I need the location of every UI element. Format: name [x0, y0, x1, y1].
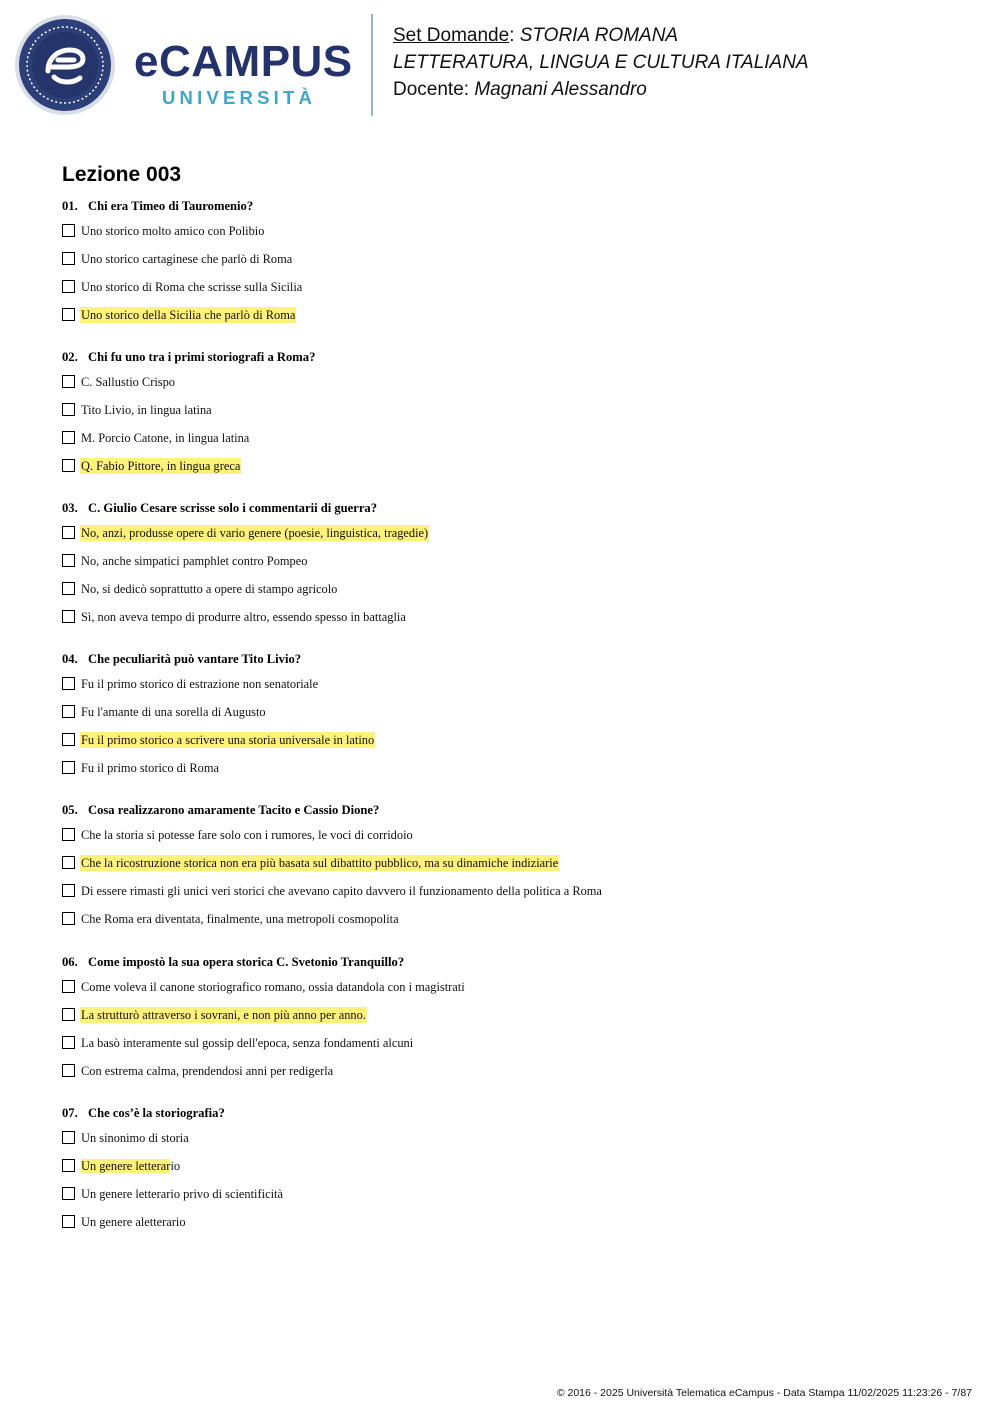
answer-label: Di essere rimasti gli unici veri storici che avevano capito davvero il funzionamento della politica a Roma: [81, 884, 602, 898]
question-number: 03.: [62, 501, 78, 515]
checkbox[interactable]: [62, 1036, 75, 1049]
checkbox[interactable]: [62, 1215, 75, 1228]
lesson-title: Lezione 003: [62, 163, 182, 186]
checkbox[interactable]: [62, 224, 75, 237]
teacher-line: Docente: Magnani Alessandro: [393, 79, 647, 100]
checkbox[interactable]: [62, 308, 75, 321]
checkbox[interactable]: [62, 1131, 75, 1144]
answer-label: Sì, non aveva tempo di produrre altro, essendo spesso in battaglia: [81, 610, 406, 624]
question-text: Chi fu uno tra i primi storiografi a Roma?: [88, 350, 316, 364]
question-title: [62, 1105, 225, 1121]
checkbox[interactable]: [62, 912, 75, 925]
checkbox[interactable]: [62, 431, 75, 444]
checkbox[interactable]: [62, 252, 75, 265]
checkbox[interactable]: [62, 856, 75, 869]
checkbox[interactable]: [62, 761, 75, 774]
answer-label: Fu l'amante di una sorella di Augusto: [81, 705, 266, 719]
checkbox[interactable]: [62, 459, 75, 472]
checkbox[interactable]: [62, 705, 75, 718]
question-number: 01.: [62, 199, 78, 213]
question-title: [62, 349, 315, 365]
checkbox[interactable]: [62, 610, 75, 623]
checkbox[interactable]: [62, 1064, 75, 1077]
question-number: 02.: [62, 350, 78, 364]
answer-label: Che Roma era diventata, finalmente, una metropoli cosmopolita: [81, 912, 399, 926]
question-text: Cosa realizzarono amaramente Tacito e Cassio Dione?: [88, 803, 380, 817]
answer-label: Un genere letterario privo di scientificità: [81, 1187, 283, 1201]
correct-answer-label: La strutturò attraverso i sovrani, e non più anno per anno.: [81, 1008, 366, 1022]
correct-answer-label: Uno storico della Sicilia che parlò di Roma: [81, 308, 296, 322]
answer-label: Fu il primo storico di Roma: [81, 761, 220, 775]
question-title: [62, 500, 377, 516]
answer-label: Fu il primo storico di estrazione non senatoriale: [81, 677, 319, 691]
teacher-name: Magnani Alessandro: [474, 79, 647, 100]
brand-subtitle: UNIVERSITÀ: [162, 87, 317, 108]
answer-label: No, anche simpatici pamphlet contro Pompeo: [81, 554, 308, 568]
ecampus-emblem-icon: [14, 14, 116, 116]
question-title: [62, 954, 404, 970]
correct-answer-label: Un genere letterario: [81, 1159, 181, 1173]
answer-label: Un sinonimo di storia: [81, 1131, 189, 1145]
checkbox[interactable]: [62, 980, 75, 993]
checkbox[interactable]: [62, 375, 75, 388]
answer-label: Un genere aletterario: [81, 1215, 186, 1229]
answer-label: Uno storico cartaginese che parlò di Roma: [81, 252, 293, 266]
correct-answer-label: Fu il primo storico a scrivere una storia universale in latino: [81, 733, 375, 747]
checkbox[interactable]: [62, 828, 75, 841]
question-text: C. Giulio Cesare scrisse solo i commentarii di guerra?: [88, 501, 378, 515]
question-text: Come impostò la sua opera storica C. Svetonio Tranquillo?: [88, 955, 405, 969]
checkbox[interactable]: [62, 884, 75, 897]
question-text: Che peculiarità può vantare Tito Livio?: [88, 652, 302, 666]
checkbox[interactable]: [62, 677, 75, 690]
checkbox[interactable]: [62, 526, 75, 539]
page-header: [0, 0, 1000, 130]
question-title: [62, 802, 379, 818]
correct-answer-label: Q. Fabio Pittore, in lingua greca: [81, 459, 241, 473]
checkbox[interactable]: [62, 1187, 75, 1200]
answer-label: Tito Livio, in lingua latina: [81, 403, 212, 417]
checkbox[interactable]: [62, 733, 75, 746]
checkbox[interactable]: [62, 582, 75, 595]
question-title: [62, 651, 301, 667]
answer-label: Con estrema calma, prendendosi anni per redigerla: [81, 1064, 334, 1078]
answer-label: Uno storico molto amico con Polibio: [81, 224, 265, 238]
header-divider: [371, 14, 373, 116]
footer: © 2016 - 2025 Università Telematica eCampus - Data Stampa 11/02/2025 11:23:26 - 7/87: [556, 1387, 972, 1399]
question-number: 05.: [62, 803, 78, 817]
answer-label: M. Porcio Catone, in lingua latina: [81, 431, 250, 445]
answer-label: C. Sallustio Crispo: [81, 375, 175, 389]
brand-wordmark: eCAMPUS: [134, 37, 353, 86]
answer-label: No, si dedicò soprattutto a opere di stampo agricolo: [81, 582, 338, 596]
checkbox[interactable]: [62, 403, 75, 416]
set-line: Set Domande: STORIA ROMANA: [393, 25, 679, 46]
checkbox[interactable]: [62, 1159, 75, 1172]
checkbox[interactable]: [62, 1008, 75, 1021]
question-text: Che cos’è la storiografia?: [88, 1106, 225, 1120]
question-number: 06.: [62, 955, 78, 969]
correct-answer-label: Che la ricostruzione storica non era più basata sul dibattito pubblico, ma su dinamiche indiziarie: [81, 856, 559, 870]
checkbox[interactable]: [62, 554, 75, 567]
answer-label: Uno storico di Roma che scrisse sulla Sicilia: [81, 280, 303, 294]
answer-label: Come voleva il canone storiografico romano, ossia datandola con i magistrati: [81, 980, 465, 994]
subject: STORIA ROMANA: [519, 25, 679, 46]
question-title: [62, 198, 253, 214]
answer-label: La basò interamente sul gossip dell'epoca, senza fondamenti alcuni: [81, 1036, 414, 1050]
correct-answer-label: No, anzi, produsse opere di vario genere (poesie, linguistica, tragedie): [81, 526, 429, 540]
question-number: 04.: [62, 652, 78, 666]
question-number: 07.: [62, 1106, 78, 1120]
answer-label: Che la storia si potesse fare solo con i rumores, le voci di corridoio: [81, 828, 413, 842]
checkbox[interactable]: [62, 280, 75, 293]
header-info: [393, 22, 809, 103]
question-text: Chi era Timeo di Tauromenio?: [88, 199, 254, 213]
course-name: LETTERATURA, LINGUA E CULTURA ITALIANA: [393, 52, 809, 73]
